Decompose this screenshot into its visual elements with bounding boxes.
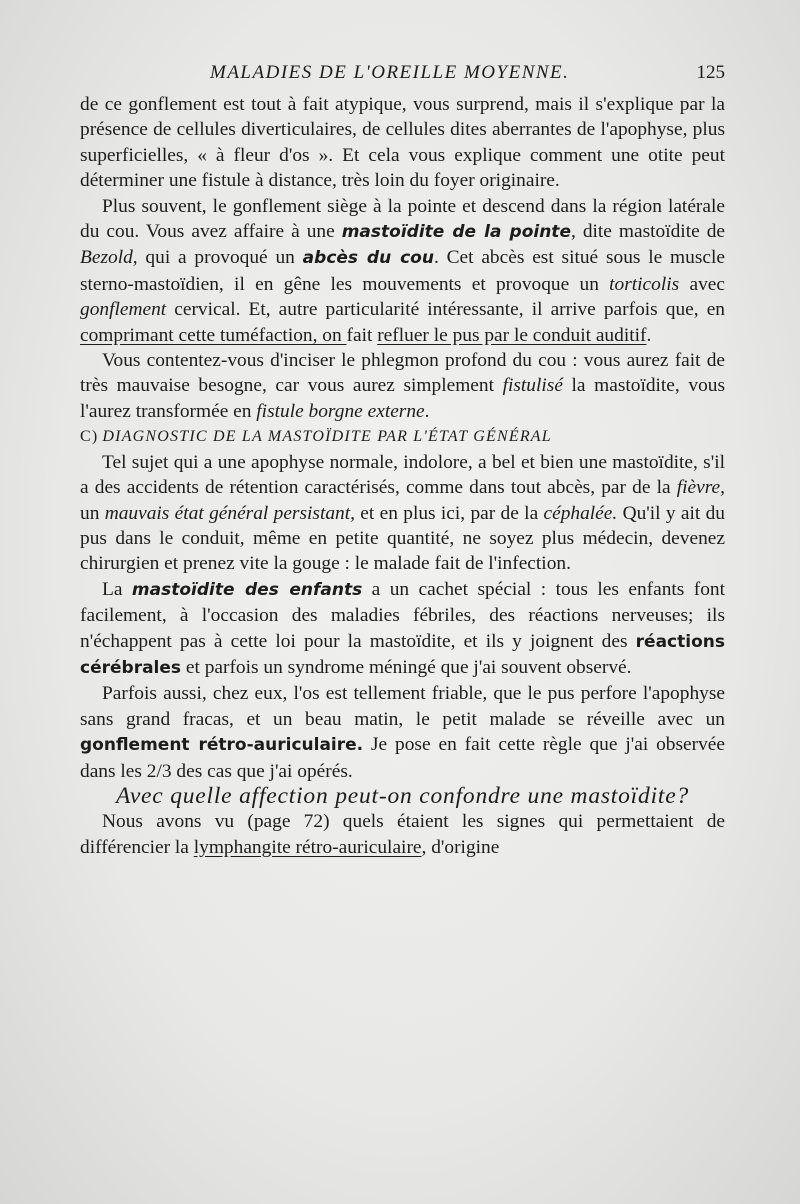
- paragraph-etat-general: Tel sujet qui a une apophyse normale, indolore, a bel et bien une mastoïdite, s'il a des accidents de rétention caractérisés, comme dans tout abcès, par de la fièvre, un mauvais état général persistant, et en plus ici, par de la céphalée. Qu'il y ait du pus dans le conduit, même en petite quantité, ne soyez plus médecin, devenez chirurgien et prenez vite la gouge : le malade fait de l'infection.: [80, 451, 725, 575]
- italic-name-bezold: Bezold: [80, 247, 133, 269]
- paragraph-enfants: La mastoïdite des enfants a un cachet spécial : tous les enfants font facilement, à l'occasion des maladies fébriles, des réactions nerveuses; ils n'échappent pas à cette loi pour la mastoïdite, et ils y joignent des réactions cérébrales et parfois un syndrome méningé que j'ai souvent observé.: [80, 578, 726, 678]
- paragraph-friable: Parfois aussi, chez eux, l'os est tellement friable, que le pus perfore l'apophyse sans grand fracas, et un beau matin, le petit malade se réveille avec un gonflement rétro-auriculaire. Je pose en fait cette règle que j'ai observée dans les 2/3 des cas que j'ai opérés.: [80, 683, 725, 782]
- bold-term-abces-cou: abcès du cou: [302, 248, 434, 269]
- question-heading: Avec quelle affection peut-on confondre une mastoïdite?: [115, 782, 690, 809]
- paragraph-bezold: Plus souvent, le gonflement siège à la pointe et descend dans la région latérale du cou. Vous avez affaire à une mastoïdite de la pointe, dite mastoïdite de Bezold, qui a provoqué un abcès du cou. Cet abcès est situé sous le muscle sterno-mastoïdien, il en gêne les mouvements et provoque un torticolis avec gonflement cervical. Et, autre particularité intéressante, il arrive parfois que, en comprimant cette tuméfaction, on fait refluer le pus par le conduit auditif.: [80, 195, 725, 346]
- paragraph-phlegmon: Vous contentez-vous d'inciser le phlegmon profond du cou : vous aurez fait de très mauvaise besogne, car vous aurez simplement fistulisé la mastoïdite, vous l'aurez transformée en fistule borgne externe.: [80, 350, 725, 422]
- paragraph-lymphangite: Nous avons vu (page 72) quels étaient les signes qui permettaient de différencier la lymphangite rétro-auriculaire, d'origine: [80, 811, 725, 858]
- underlined-text-3: lymphangite rétro-auriculaire: [193, 836, 422, 858]
- running-title: MALADIES DE L'OREILLE MOYENNE.: [210, 62, 570, 83]
- page-body: [80, 92, 725, 860]
- page-number: 125: [696, 62, 725, 83]
- underlined-text: comprimant cette tuméfaction, on: [80, 324, 347, 346]
- paragraph-continuation: de ce gonflement est tout à fait atypique, vous surprend, mais il s'explique par la présence de cellules diverticulaires, de cellules dites aberrantes de l'apophyse, plus superficielles, « à fleur d'os ». Et cela vous explique comment une otite peut déterminer une fistule à distance, très loin du foyer originaire.: [80, 94, 725, 192]
- section-subheading: C) DIAGNOSTIC DE LA MASTOÏDITE PAR L'ÉTAT GÉNÉRAL: [80, 428, 552, 446]
- running-header: [80, 62, 725, 90]
- bold-term-reactions-cerebrales: réactions cérébrales: [80, 631, 725, 678]
- bold-term-mastoidite-pointe: mastoïdite de la pointe: [341, 222, 571, 243]
- bold-term-mastoidite-enfants: mastoïdite des enfants: [131, 579, 363, 600]
- underlined-text-2: refluer le pus par le conduit auditif: [377, 324, 647, 346]
- bold-term-gonflement: gonflement rétro-auriculaire.: [80, 735, 364, 756]
